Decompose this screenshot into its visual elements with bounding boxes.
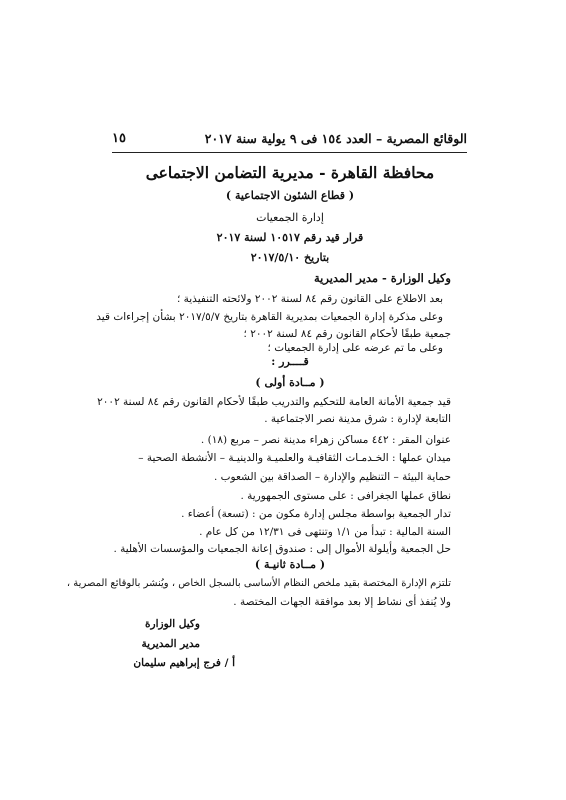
article-line: التابعة لإدارة : شرق مدينة نصر الاجتماعية . <box>264 413 451 425</box>
signature-title: وكيل الوزارة <box>145 618 200 630</box>
article-line: ميدان عملها : الخـدمـات الثقافيـة والعلميـة والدينيـة – الأنشطة الصحية – <box>138 452 451 464</box>
article-line: حل الجمعية وأيلولة الأموال إلى : صندوق إعانة الجمعيات والمؤسسات الأهلية . <box>113 543 451 555</box>
decision-number: قرار قيد رقم ١٠٥١٧ لسنة ٢٠١٧ <box>216 231 364 244</box>
article-line: ولا يُنفذ أى نشاط إلا بعد موافقة الجهات المختصة . <box>233 596 451 608</box>
article-line: تلتزم الإدارة المختصة بقيد ملخص النظام الأساسى بالسجل الخاص ، ويُنشر بالوقائع المصرية ، <box>66 578 451 589</box>
signature-role: مدير المديرية <box>141 638 200 650</box>
article-two-title: ( مــادة ثانيـة ) <box>254 558 326 571</box>
article-line: عنوان المقر : ٤٤٢ مساكن زهراء مدينة نصر – مربع (١٨) . <box>200 434 451 446</box>
article-line: قيد جمعية الأمانة العامة للتحكيم والتدريب طبقًا لأحكام القانون رقم ٨٤ لسنة ٢٠٠٢ <box>97 396 451 408</box>
article-line: تدار الجمعية بواسطة مجلس إدارة مكون من : (تسعة) أعضاء . <box>181 508 451 520</box>
signature-name: أ / فرج إبراهيم سليمان <box>133 657 235 669</box>
decision-date: بتاريخ ٢٠١٧/٥/١٠ <box>250 251 330 264</box>
page-header <box>112 130 467 153</box>
article-line: السنة المالية : تبدأ من ١/١ وتنتهى فى ١٢/٣١ من كل عام . <box>199 526 451 538</box>
preamble-line: وعلى ما تم عرضه على إدارة الجمعيات ؛ <box>267 342 443 354</box>
document-title: محافظة القاهرة - مديرية التضامن الاجتماعى <box>145 163 435 182</box>
sector-subtitle: ( قطاع الشئون الاجتماعية ) <box>225 189 355 202</box>
page-number: ١٥ <box>112 131 126 146</box>
decreed-heading: قــــرر : <box>271 355 309 368</box>
preamble-line: وعلى مذكرة إدارة الجمعيات بمديرية القاهرة بتاريخ ٢٠١٧/٥/٧ بشأن إجراءات قيد <box>96 311 443 323</box>
department-name: إدارة الجمعيات <box>256 211 324 224</box>
preamble-line: بعد الاطلاع على القانون رقم ٨٤ لسنة ٢٠٠٢ ولائحته التنفيذية ؛ <box>176 293 443 305</box>
deputy-heading: وكيل الوزارة - مدير المديرية <box>313 271 451 285</box>
preamble-line: جمعية طبقًا لأحكام القانون رقم ٨٤ لسنة ٢٠٠٢ ؛ <box>243 328 451 340</box>
article-line: نطاق عملها الجغرافى : على مستوى الجمهورية . <box>240 490 451 502</box>
gazette-header-title: الوقائع المصرية – العدد ١٥٤ فى ٩ يولية سنة ٢٠١٧ <box>204 131 467 146</box>
article-one-title: ( مــادة أولى ) <box>255 376 325 389</box>
article-line: حماية البيئة – التنظيم والإدارة – الصداقة بين الشعوب . <box>213 471 451 483</box>
